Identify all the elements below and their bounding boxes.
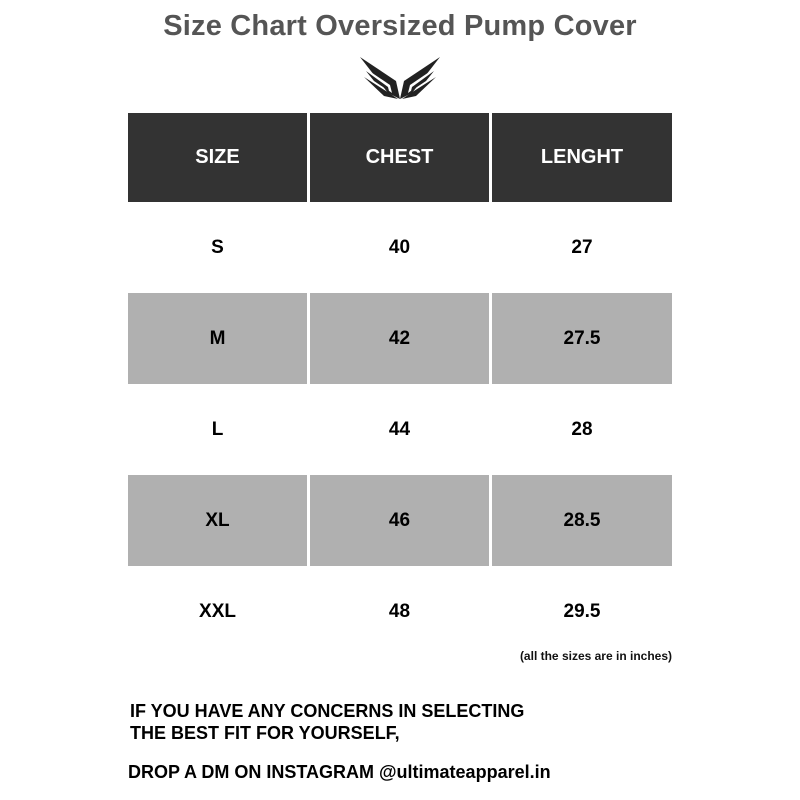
row-l-size: L xyxy=(211,418,224,440)
row-xl-size: XL xyxy=(128,475,307,566)
wings-logo-icon xyxy=(358,55,442,101)
row-xxl-chest: 48 xyxy=(388,600,411,622)
row-s-size: S xyxy=(211,236,224,258)
instagram-dm-message: DROP A DM ON INSTAGRAM @ultimateapparel.in xyxy=(128,762,551,782)
concern-line-2: THE BEST FIT FOR YOURSELF, xyxy=(130,723,400,743)
concern-message xyxy=(130,700,524,744)
row-xl-chest: 46 xyxy=(310,475,489,566)
row-m-length: 27.5 xyxy=(492,293,672,384)
row-l-length: 28 xyxy=(571,418,593,440)
row-s-chest: 40 xyxy=(388,236,411,258)
row-m-chest: 42 xyxy=(310,293,489,384)
row-xxl-size: XXL xyxy=(199,600,236,622)
header-size: SIZE xyxy=(128,113,307,202)
page-title: Size Chart Oversized Pump Cover xyxy=(163,10,637,42)
row-xl-length: 28.5 xyxy=(492,475,672,566)
row-s-length: 27 xyxy=(571,236,593,258)
units-note: (all the sizes are in inches) xyxy=(519,649,672,663)
row-xxl-length: 29.5 xyxy=(563,600,601,622)
size-chart-table xyxy=(128,113,672,657)
concern-line-1: IF YOU HAVE ANY CONCERNS IN SELECTING xyxy=(130,701,525,721)
row-m-size: M xyxy=(128,293,307,384)
header-chest: CHEST xyxy=(310,113,489,202)
row-l-chest: 44 xyxy=(388,418,411,440)
header-length: LENGHT xyxy=(492,113,672,202)
